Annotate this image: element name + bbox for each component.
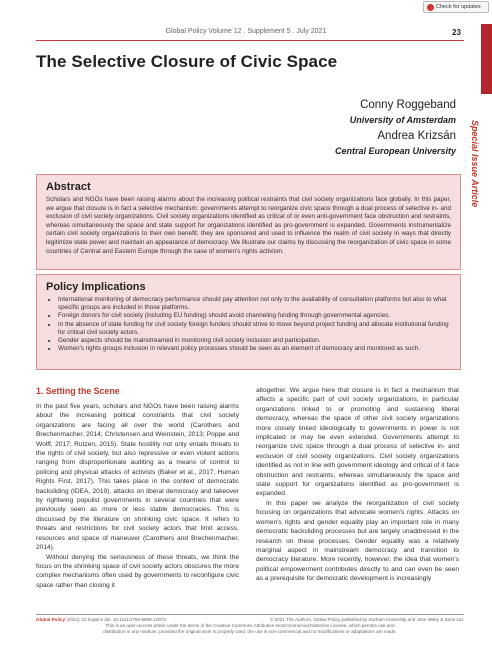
license-line: distribution in any medium, provided the original work is properly cited, the use is non-commercial and no modifications or adaptations are made. <box>103 629 397 634</box>
section-heading: 1. Setting the Scene <box>36 386 120 396</box>
sidebar-label <box>468 120 482 250</box>
copyright-text: © 2021 The Authors. Global Policy published by Durham University and John Wiley & Sons Ltd. <box>269 617 464 622</box>
page-number: 23 <box>452 28 461 37</box>
policy-heading: Policy Implications <box>46 281 146 293</box>
check-for-updates-button[interactable] <box>423 1 489 13</box>
abstract-box <box>36 174 461 270</box>
header-rule <box>36 40 464 41</box>
check-for-updates-label: Check for updates <box>436 4 481 10</box>
section-color-tab <box>481 24 492 94</box>
policy-item: ■ Gender aspects should be mainstreamed in monitoring civil society inclusion and participation. <box>46 337 451 345</box>
body-column-left <box>36 386 239 590</box>
policy-list <box>46 296 451 353</box>
author-name: Conny Roggeband <box>360 99 456 111</box>
license-line: This is an open access article under the terms of the Creative Commons Attribution-NonCommercial-NoDerivs License, which permits use and <box>105 623 395 628</box>
body-paragraph: In this paper we analyze the reorganization of civil society focusing on organizations that advocate women's rights. Attacks on women's rights and gender equality play an important role in many democratic backsliding processes but are largely unaddressed in the research on these processes. Gender equality was a relatively marginal aspect in mainstream democracy and transition to democracy literature. More recently, however, the idea that women's political empowerment contributes directly to and can even be seen as a prerequisite for democratic development is increasingly <box>256 499 459 583</box>
policy-item: ■ International monitoring of democracy performance should pay attention not only to the availability of consultation platforms but also to what specific groups are included in those platforms. <box>46 296 451 312</box>
footer-rule <box>36 614 464 615</box>
page-footer <box>36 617 464 635</box>
article-title: The Selective Closure of Civic Space <box>36 52 338 71</box>
running-head: Global Policy Volume 12 . Supplement 5 . July 2021 <box>165 28 327 35</box>
body-column-right <box>256 386 459 584</box>
abstract-heading: Abstract <box>46 181 91 193</box>
author-affiliation: Central European University <box>334 146 456 156</box>
policy-item: ■ In the absence of state funding for civil society foreign funders should strive to move beyond project funding and allocate institutional funding for critical civil society actors. <box>46 321 451 337</box>
body-paragraph: altogether. We argue here that closure is in fact a mechanism that affects a specific part of civil society organizations, in particular organizations linked to or promoting and sustaining liberal democracy, whereas the space of other civil society organizations more closely linked ideologically to governments in power is not implicated or may be even extended. Governments attempt to reorganize civic space through a dual process of selective in- and exclusion of civil society organizations. Civil society organizations identified as not in line with government ideology and critical of it face obstruction and restraints, whereas simultaneously the space and state support for organizations identified as pro-government is expanded. <box>256 387 459 498</box>
body-paragraph: Without denying the seriousness of these threats, we think the focus on the shrinking space of civil society actors obscures the more complex mechanisms often used by governments to reconfigure civic space rather than closing it <box>36 553 239 589</box>
policy-implications-box <box>36 274 461 370</box>
author-block <box>156 96 456 161</box>
policy-item: ■ Women's rights groups inclusion in relevant policy processes should be seen as an element of democracy and monitored as such. <box>46 345 451 353</box>
author-affiliation: University of Amsterdam <box>349 115 456 125</box>
abstract-text: Scholars and NGOs have been raising alarms about the increasing political restraints that civil society organizations face globally. In this paper, we argue that closure is in fact a selective mechanism: governments attempt to reorganize civic space through a dual process of selective in- and exclusion of civil society organizations. Civil society organizations identified as critical of or even anti-government face obstruction and restraints, whereas simultaneously the space and state support for organizations identified as pro-government is expanded. Governments instrumentalize certain civil society organizations to their own benefit: they are sponsored and used to influence the realm of civil society in ways that directly legitimize state power and maintain an appearance of democracy. We illustrate our claims by discussing the reorganization of civic space in some countries of Central and Eastern Europe through the case of women's rights activism. <box>46 196 451 255</box>
sidebar-label-text: Special Issue Article <box>470 120 480 208</box>
update-badge-icon <box>427 4 434 11</box>
author-name: Andrea Krizsán <box>377 130 456 142</box>
policy-item: ■ Foreign donors for civil society (including EU funding) should avoid channeling funding through governmental agencies. <box>46 312 451 320</box>
body-paragraph: In the past five years, scholars and NGOs have been raising alarms about the increasing political constraints that civil society organizations are facing all over the world (Carothers and Brechenmacher, 2014; Christensen and Weinstein, 2013; Poppe and Wolff, 2017; Rutzen, 2015). State hostility not only entails threats to the rights of civil society, but also repressive or even violent actions ranging from disproportionate auditing as a means of control to policing and physical attacks of activists (Baker et al., 2017; Human Rights First, 2017). This takes place in the context of democratic backsliding (IDEA, 2019), attacks on liberal democracy and takeover by rightwing populist governments in several countries that were previously seen as more or less stable democracies. This is discussed by the literature on shrinking civic space. It refers to threats and restrictions for civil society actors that limit access, resources and space of maneuver (Carothers and Brechenmacher, 2014). <box>36 403 239 552</box>
journal-brand[interactable]: Global Policy <box>36 617 66 622</box>
doi-text: (2021) 12:Suppl.5 doi: 10.1111/1758-5899.12973 <box>66 617 166 622</box>
